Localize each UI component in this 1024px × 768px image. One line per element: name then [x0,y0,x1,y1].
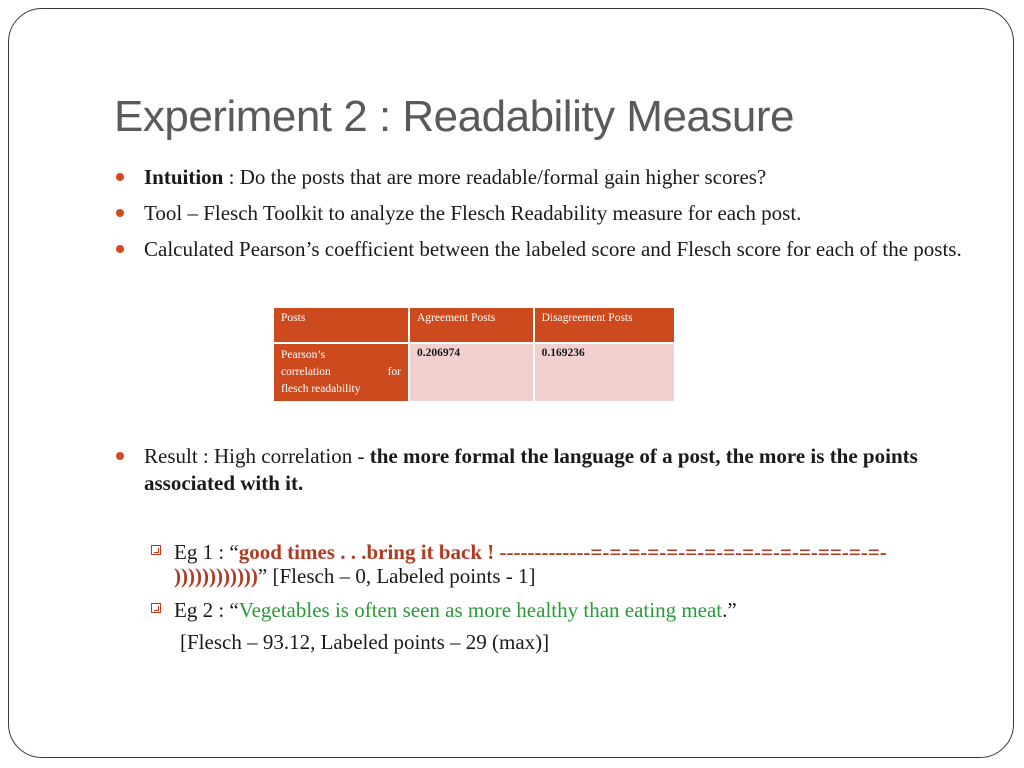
intuition-label: Intuition [144,165,224,189]
row-label-line: Pearson’s [281,349,326,361]
eg2-prefix: Eg 2 : “ [174,598,239,622]
checkbox-bullet-icon [151,545,161,555]
row-label-line: correlation for [281,366,401,378]
bullet-pearson: Calculated Pearson’s coefficient between the labeled score and Flesch score for each of the posts. [144,236,964,263]
example-1 [174,540,964,588]
correlation-table [272,306,676,403]
result-prefix: Result : High correlation - [144,444,370,468]
table-value-agreement: 0.206974 [409,343,534,402]
eg2-suffix: .” [722,598,737,622]
eg2-flesch-info: [Flesch – 93.12, Labeled points – 29 (max)] [180,630,550,654]
eg2-quote: Vegetables is often seen as more healthy than eating meat [238,598,723,622]
table-header-posts: Posts [273,307,409,343]
table-header-disagreement: Disagreement Posts [534,307,675,343]
checkbox-bullet-icon [151,603,161,613]
eg1-suffix: ” [Flesch – 0, Labeled points - 1] [257,564,536,588]
bullet-result [144,443,964,497]
slide-title: Experiment 2 : Readability Measure [114,92,794,141]
eg1-prefix: Eg 1 : “ [174,540,239,564]
example-2 [174,598,964,622]
table-header-row [273,307,675,343]
intuition-text: : Do the posts that are more readable/formal gain higher scores? [223,165,767,189]
result-conclusion: the more formal the language of a post, the more is the points associated with it. [144,444,918,495]
eg1-quote: good times . . .bring it back ! -------------=-=-=-=-=-=-=-=-=-=-=-=-==-=-=- )))))))))))) [174,540,887,588]
bullet-tool: Tool – Flesch Toolkit to analyze the Flesch Readability measure for each post. [144,200,964,227]
table-header-agreement: Agreement Posts [409,307,534,343]
table-value-disagreement: 0.169236 [534,343,675,402]
row-label-line: flesch readability [281,383,361,395]
table-row-label [273,343,409,402]
bullet-intuition [144,164,964,191]
table-row [273,343,675,402]
